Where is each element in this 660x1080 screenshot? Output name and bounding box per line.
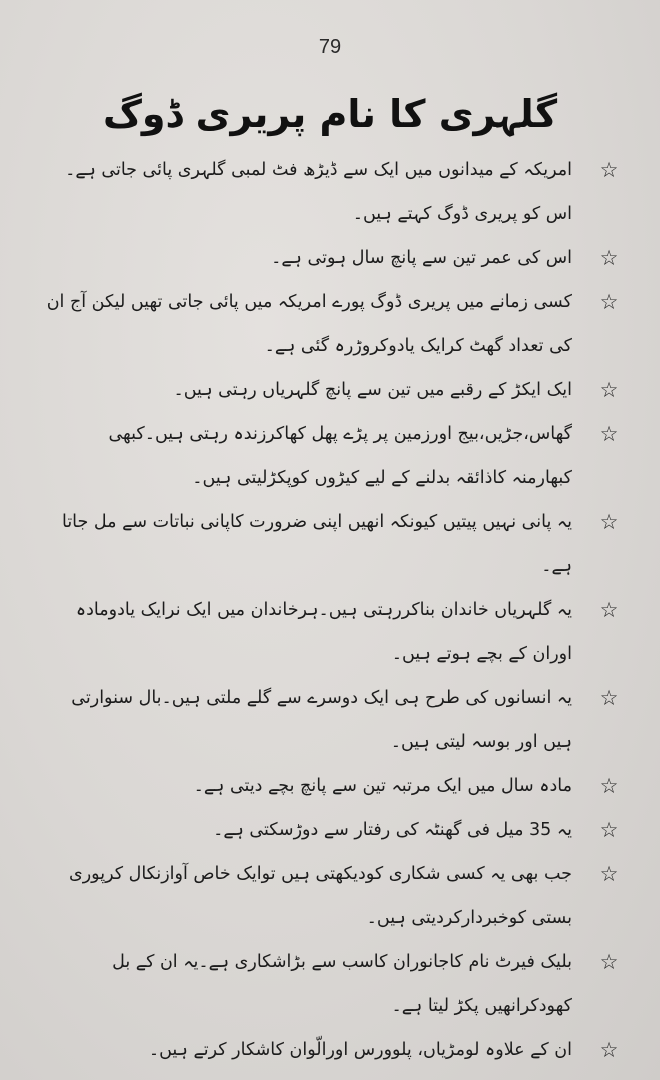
star-outline-icon: ☆ xyxy=(599,378,619,402)
list-item-text: امریکہ کے میدانوں میں ایک سے ڈیڑھ فٹ لمبی گلہری پائی جاتی ہے۔اس کو پریری ڈوگ کہتے ہیں۔ xyxy=(65,160,572,224)
list-item xyxy=(36,588,636,676)
star-outline-icon: ☆ xyxy=(599,774,619,798)
list-item-text: بلیک فیرٹ نام کاجانوران کاسب سے بڑاشکاری ہے۔یہ ان کے بل کھودکرانھیں پکڑ لیتا ہے۔ xyxy=(112,952,572,1016)
star-outline-icon: ☆ xyxy=(599,290,619,314)
bullet-list xyxy=(36,148,636,1072)
list-item-text: یہ 35 میل فی گھنٹہ کی رفتار سے دوڑسکتی ہے۔ xyxy=(213,820,572,840)
list-item xyxy=(36,808,636,852)
list-item xyxy=(36,500,636,588)
list-item-text: گھاس،جڑیں،بیج اورزمین پر پڑے پھل کھاکرزندہ رہتی ہیں۔کبھی کبھارمنہ کاذائقہ بدلنے کے لیے کیڑوں کوپکڑلیتی ہیں۔ xyxy=(108,424,572,488)
star-outline-icon: ☆ xyxy=(599,862,619,886)
list-item xyxy=(36,764,636,808)
list-item-text: اس کی عمر تین سے پانچ سال ہوتی ہے۔ xyxy=(271,248,572,268)
list-item xyxy=(36,676,636,764)
star-outline-icon: ☆ xyxy=(599,818,619,842)
list-item-text: ان کے علاوہ لومڑیاں، پلوورس اورالّوان کاشکار کرتے ہیں۔ xyxy=(148,1040,572,1060)
page-number: 79 xyxy=(318,36,342,58)
list-item xyxy=(36,368,636,412)
list-item xyxy=(36,940,636,1028)
list-item xyxy=(36,1028,636,1072)
list-item-text: یہ پانی نہیں پیتیں کیونکہ انھیں اپنی ضرورت کاپانی نباتات سے مل جاتا ہے۔ xyxy=(61,512,572,576)
star-outline-icon: ☆ xyxy=(599,246,619,270)
list-item-text: مادہ سال میں ایک مرتبہ تین سے پانچ بچے دیتی ہے۔ xyxy=(193,776,572,796)
star-outline-icon: ☆ xyxy=(599,422,619,446)
list-item xyxy=(36,412,636,500)
star-outline-icon: ☆ xyxy=(599,686,619,710)
star-outline-icon: ☆ xyxy=(599,598,619,622)
list-item-text: یہ انسانوں کی طرح ہی ایک دوسرے سے گلے ملتی ہیں۔بال سنوارتی ہیں اور بوسہ لیتی ہیں۔ xyxy=(71,688,572,752)
star-outline-icon: ☆ xyxy=(599,510,619,534)
list-item-text: جب بھی یہ کسی شکاری کودیکھتی ہیں توایک خاص آوازنکال کرپوری بستی کوخبردارکردیتی ہیں۔ xyxy=(69,864,572,928)
list-item xyxy=(36,280,636,368)
list-item-text: یہ گلہریاں خاندان بناکررہتی ہیں۔ہرخاندان میں ایک نرایک یادومادہ اوران کے بچے ہوتے ہیں۔ xyxy=(75,600,572,664)
list-item xyxy=(36,852,636,940)
list-item xyxy=(36,236,636,280)
star-outline-icon: ☆ xyxy=(599,950,619,974)
star-outline-icon: ☆ xyxy=(599,1038,619,1062)
list-item-text: کسی زمانے میں پریری ڈوگ پورے امریکہ میں پائی جاتی تھیں لیکن آج ان کی تعداد گھٹ کرایک یادوکروڑرہ گئی ہے۔ xyxy=(46,292,572,356)
list-item-text: ایک ایکڑ کے رقبے میں تین سے پانچ گلہریاں رہتی ہیں۔ xyxy=(173,380,572,400)
page-title: گلہری کا نام پریری ڈوگ xyxy=(102,92,558,136)
star-outline-icon: ☆ xyxy=(599,158,619,182)
list-item xyxy=(36,148,636,236)
